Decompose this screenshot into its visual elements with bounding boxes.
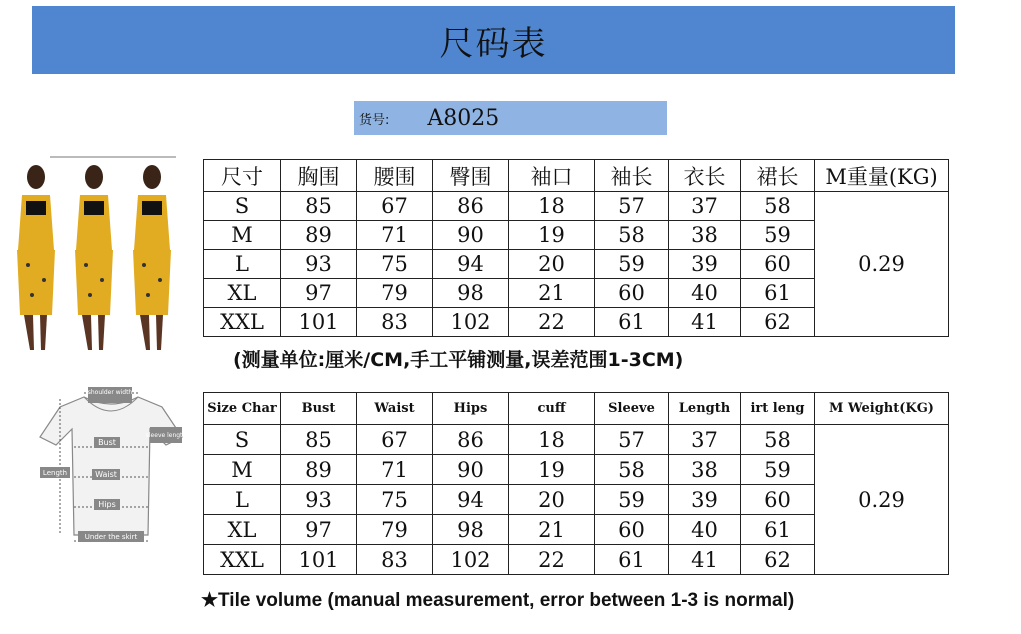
- measurement-note-english: ★Tile volume (manual measurement, error between 1-3 is normal): [201, 590, 795, 611]
- table-cell: 85: [281, 192, 357, 221]
- item-number-label: 货号:: [359, 112, 390, 128]
- size-table-english: [203, 392, 949, 575]
- diagram-label-sleeve: sleeve length: [145, 432, 187, 439]
- table-cell: 59: [595, 250, 669, 279]
- header-cell: M Weight(KG): [815, 393, 949, 425]
- item-number-bar: [354, 101, 667, 135]
- table-cell: 19: [509, 221, 595, 250]
- table-cell: 58: [595, 455, 669, 485]
- measurement-note-chinese: (测量单位:厘米/CM,手工平铺测量,误差范围1-3CM): [233, 349, 684, 371]
- table-cell: 38: [669, 455, 741, 485]
- diagram-label-under-skirt: Under the skirt: [84, 533, 138, 541]
- table-cell: L: [204, 485, 281, 515]
- header-cell: Hips: [433, 393, 509, 425]
- table-cell: 39: [669, 485, 741, 515]
- table-cell: 67: [357, 192, 433, 221]
- table-row: [204, 192, 949, 221]
- table-cell: 75: [357, 250, 433, 279]
- table-cell: 37: [669, 425, 741, 455]
- table-cell: 21: [509, 279, 595, 308]
- table-cell: 75: [357, 485, 433, 515]
- table-cell: 59: [741, 221, 815, 250]
- header-cell: irt leng: [741, 393, 815, 425]
- table-row: [204, 425, 949, 455]
- table-cell: 58: [595, 221, 669, 250]
- table-cell: 21: [509, 515, 595, 545]
- diagram-label-shoulder: shoulder width: [87, 389, 133, 396]
- table-cell: 19: [509, 455, 595, 485]
- model-figure: [75, 165, 113, 350]
- page-title: 尺码表: [439, 23, 548, 64]
- header-cell: cuff: [509, 393, 595, 425]
- header-cell: 尺寸: [204, 160, 281, 192]
- table-cell: 102: [433, 308, 509, 337]
- table-cell: 86: [433, 192, 509, 221]
- table-cell: 59: [741, 455, 815, 485]
- table-cell: 102: [433, 545, 509, 575]
- table-cell: XL: [204, 279, 281, 308]
- table-cell: 98: [433, 279, 509, 308]
- header-cell: Bust: [281, 393, 357, 425]
- table-cell: 57: [595, 192, 669, 221]
- table-cell: 79: [357, 515, 433, 545]
- header-cell: Size Char: [204, 393, 281, 425]
- table-cell: M: [204, 221, 281, 250]
- table-cell: 79: [357, 279, 433, 308]
- table-cell: 60: [595, 279, 669, 308]
- table-cell: 41: [669, 308, 741, 337]
- header-cell: Sleeve: [595, 393, 669, 425]
- table-cell: 62: [741, 308, 815, 337]
- table-cell: 90: [433, 455, 509, 485]
- header-cell: 胸围: [281, 160, 357, 192]
- table-cell: 86: [433, 425, 509, 455]
- header-cell: 腰围: [357, 160, 433, 192]
- table-cell: 71: [357, 455, 433, 485]
- header-cell: 臀围: [433, 160, 509, 192]
- table-cell: 98: [433, 515, 509, 545]
- table-cell: 97: [281, 515, 357, 545]
- table-cell: 60: [741, 485, 815, 515]
- table-cell: 58: [741, 425, 815, 455]
- table-cell: XL: [204, 515, 281, 545]
- header-cell: 袖口: [509, 160, 595, 192]
- table-cell: 20: [509, 485, 595, 515]
- table-cell: 22: [509, 308, 595, 337]
- table-cell: 61: [741, 279, 815, 308]
- product-photo: [0, 155, 190, 360]
- header-cell: M重量(KG): [815, 160, 949, 192]
- diagram-label-waist: Waist: [95, 470, 117, 479]
- table-cell: 20: [509, 250, 595, 279]
- table-cell: 22: [509, 545, 595, 575]
- table-cell: 101: [281, 308, 357, 337]
- table-cell: 61: [595, 545, 669, 575]
- table-header-row: [204, 393, 949, 425]
- table-cell: 90: [433, 221, 509, 250]
- table-cell: 62: [741, 545, 815, 575]
- table-cell: 60: [595, 515, 669, 545]
- header-cell: 袖长: [595, 160, 669, 192]
- table-cell: 83: [357, 545, 433, 575]
- garment-diagram: [32, 385, 190, 550]
- table-cell: 61: [595, 308, 669, 337]
- table-cell: 89: [281, 455, 357, 485]
- table-cell: 93: [281, 485, 357, 515]
- diagram-label-bust: Bust: [98, 438, 116, 447]
- item-number-value: A8025: [427, 105, 500, 131]
- table-cell: 67: [357, 425, 433, 455]
- table-cell: 71: [357, 221, 433, 250]
- title-banner: [32, 6, 955, 74]
- table-cell: 40: [669, 515, 741, 545]
- model-figure: [133, 165, 171, 350]
- table-cell: 94: [433, 250, 509, 279]
- table-cell: 93: [281, 250, 357, 279]
- table-cell: 59: [595, 485, 669, 515]
- table-cell: 37: [669, 192, 741, 221]
- table-cell: S: [204, 425, 281, 455]
- table-cell: 94: [433, 485, 509, 515]
- diagram-label-length: Length: [42, 469, 68, 477]
- table-header-row: [204, 160, 949, 192]
- table-cell: 18: [509, 425, 595, 455]
- table-cell: M: [204, 455, 281, 485]
- model-figure: [17, 165, 55, 350]
- size-table-chinese: [203, 159, 949, 337]
- table-cell: 83: [357, 308, 433, 337]
- header-cell: 衣长: [669, 160, 741, 192]
- table-cell: L: [204, 250, 281, 279]
- weight-cell: 0.29: [815, 425, 949, 575]
- weight-cell: 0.29: [815, 192, 949, 337]
- table-cell: 89: [281, 221, 357, 250]
- header-cell: 裙长: [741, 160, 815, 192]
- table-cell: 101: [281, 545, 357, 575]
- table-cell: 85: [281, 425, 357, 455]
- table-cell: 60: [741, 250, 815, 279]
- table-cell: 97: [281, 279, 357, 308]
- header-cell: Length: [669, 393, 741, 425]
- diagram-label-hips: Hips: [98, 500, 116, 509]
- header-cell: Waist: [357, 393, 433, 425]
- table-cell: 58: [741, 192, 815, 221]
- table-cell: 18: [509, 192, 595, 221]
- table-cell: 39: [669, 250, 741, 279]
- table-cell: XXL: [204, 545, 281, 575]
- table-cell: XXL: [204, 308, 281, 337]
- table-cell: 40: [669, 279, 741, 308]
- table-cell: 38: [669, 221, 741, 250]
- table-cell: S: [204, 192, 281, 221]
- table-cell: 41: [669, 545, 741, 575]
- table-cell: 57: [595, 425, 669, 455]
- table-cell: 61: [741, 515, 815, 545]
